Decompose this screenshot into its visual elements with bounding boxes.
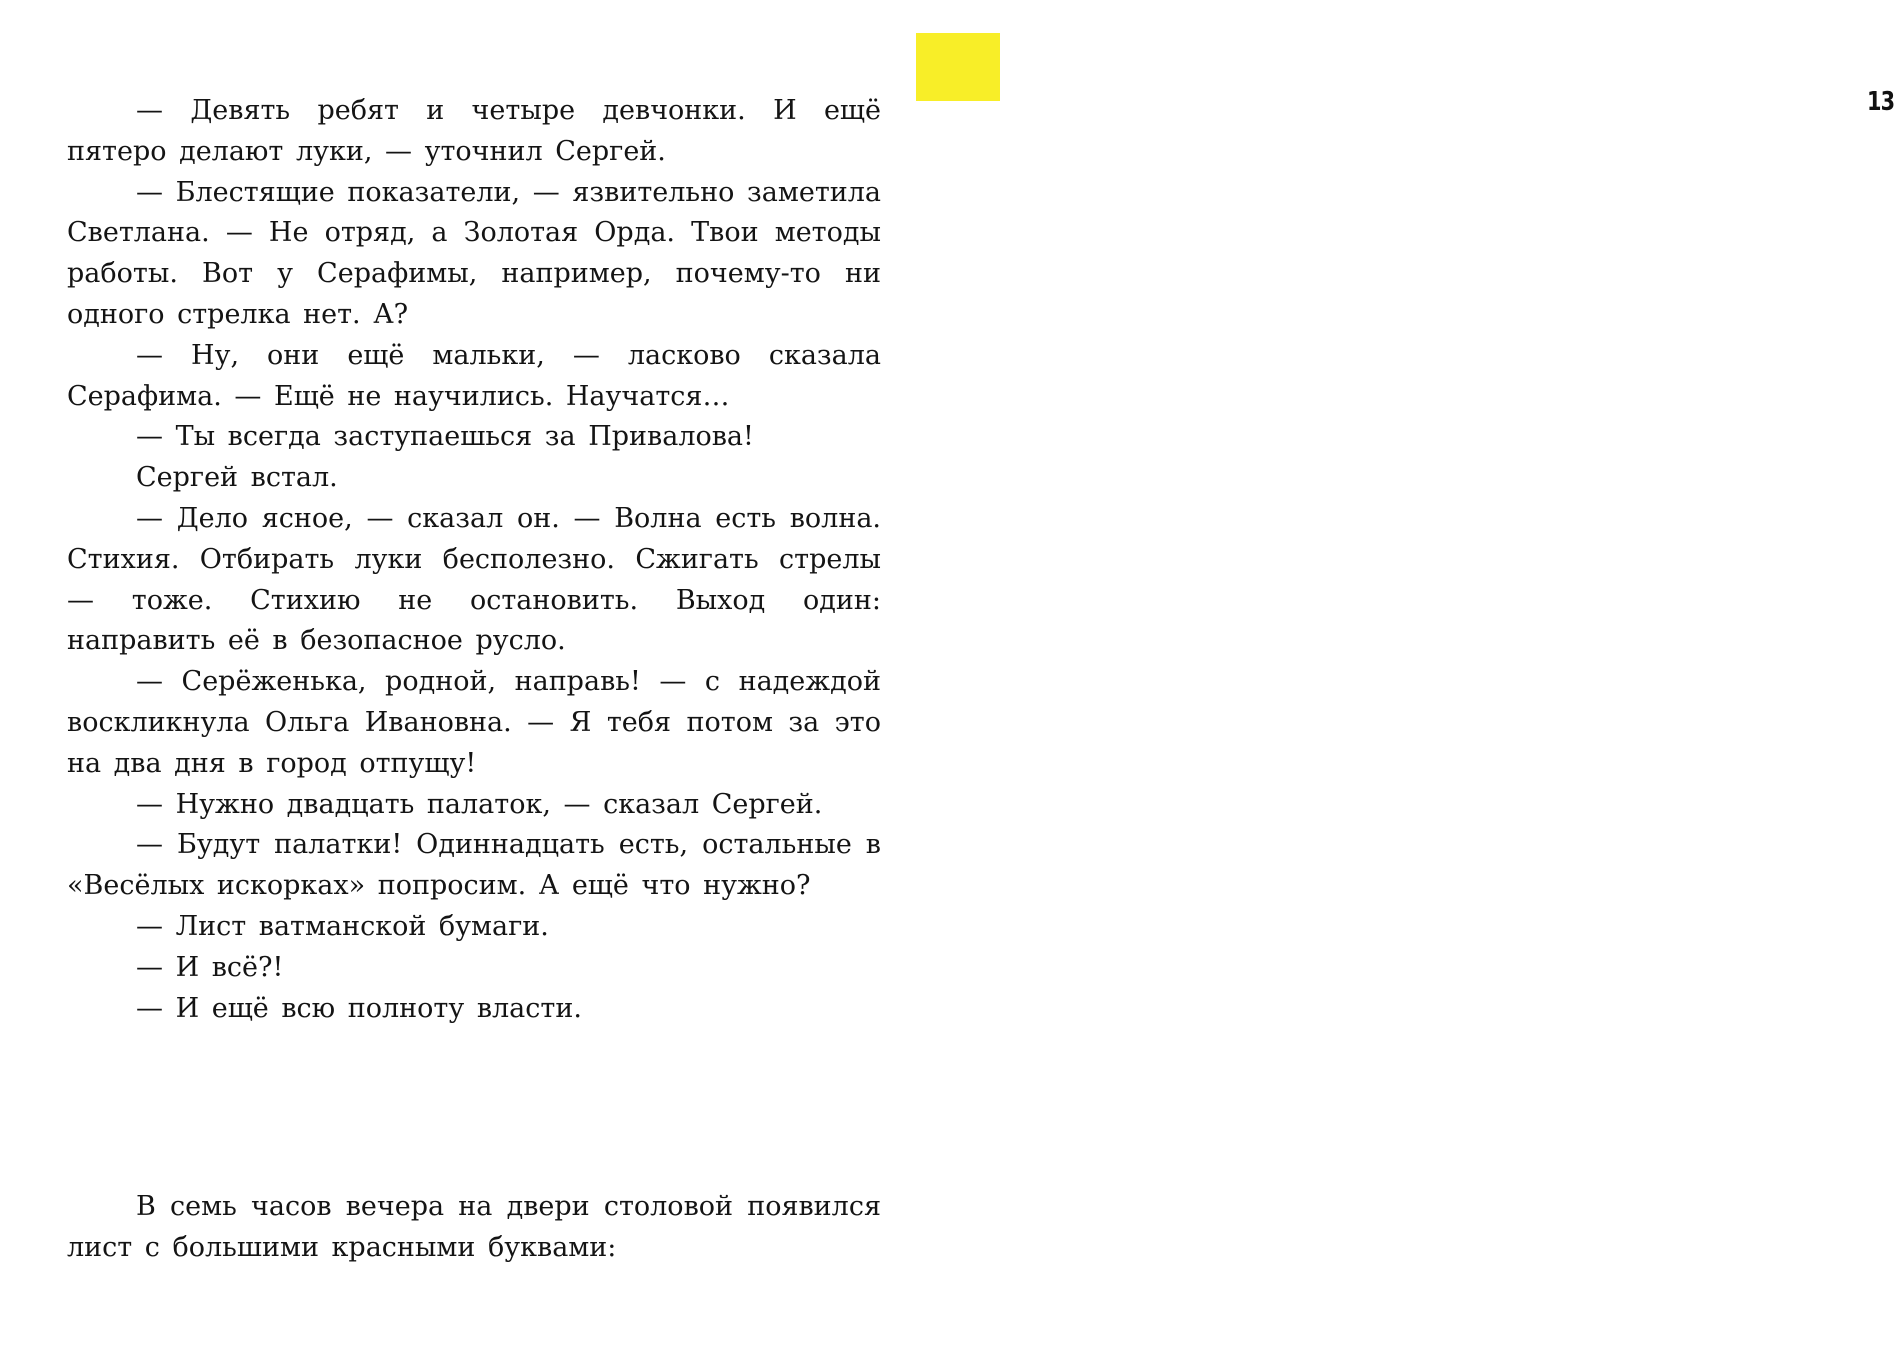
paragraph: В семь часов вечера на двери столовой появился лист с большими красными буквами: [67, 1191, 881, 1263]
body-text [67, 91, 881, 1029]
paragraph: — Ты всегда заступаешься за Привалова! [136, 421, 754, 453]
paragraph: — Будут палатки! Одиннадцать есть, остальные в «Весёлых искорках» попросим. А ещё что нужно? [67, 829, 881, 902]
paragraph: — И ещё всю полноту власти. [136, 992, 582, 1024]
paragraph: — И всё?! [136, 951, 284, 983]
section-text [67, 1187, 881, 1269]
page-number: 13 [1867, 87, 1894, 117]
paragraph: — Дело ясное, — сказал он. — Волна есть волна. Стихия. Отбирать луки бесполезно. Сжигать стрелы — тоже. Стихию не остановить. Выход один: направить её в безопасное русло. [67, 502, 881, 657]
paragraph: — Девять ребят и четыре девчонки. И ещё пятеро делают луки, — уточнил Сергей. [67, 95, 881, 167]
paragraph: Сергей встал. [136, 462, 338, 494]
paragraph: — Серёженька, родной, направь! — с надеждой воскликнула Ольга Ивановна. — Я тебя потом за это на два дня в город отпущу! [67, 666, 881, 779]
paragraph: — Лист ватманской бумаги. [136, 910, 549, 942]
paragraph: — Блестящие показатели, — язвительно заметила Светлана. — Не отряд, а Золотая Орда. Твои методы работы. Вот у Серафимы, например, почему-то ни одного стрелка нет. А? [67, 176, 881, 330]
page-number-tab [916, 33, 1894, 117]
paragraph: — Нужно двадцать палаток, — сказал Сергей. [136, 788, 823, 820]
paragraph: — Ну, они ещё мальки, — ласково сказала Серафима. — Ещё не научились. Научатся… [67, 339, 881, 412]
